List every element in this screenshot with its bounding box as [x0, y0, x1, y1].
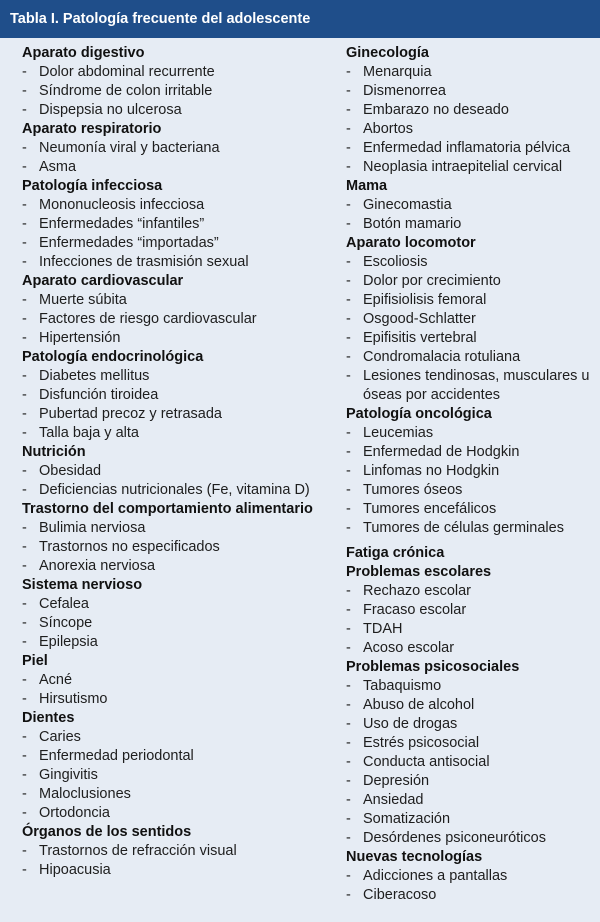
list-item: [22, 253, 328, 272]
bullet-dash: -: [346, 735, 351, 751]
list-item-text: Hipertensión: [39, 330, 121, 346]
list-item-text: Botón mamario: [363, 216, 462, 232]
list-item-text: Lesiones tendinosas, musculares u óseas por accidentes: [363, 368, 590, 403]
list-item-text: Somatización: [363, 811, 451, 827]
list-item: [22, 728, 328, 747]
bullet-dash: -: [346, 368, 351, 384]
list-item-text: Trastornos de refracción visual: [39, 843, 237, 859]
section: [22, 823, 328, 880]
bullet-dash: -: [346, 159, 351, 175]
list-item: [346, 734, 596, 753]
list-item-text: Ciberacoso: [363, 887, 437, 903]
bullet-dash: -: [22, 748, 27, 764]
list-item-text: Gingivitis: [39, 767, 98, 783]
bullet-dash: -: [22, 425, 27, 441]
section-title: Aparato cardiovascular: [22, 273, 184, 289]
section-title: Trastorno del comportamiento alimentario: [22, 501, 313, 517]
list-item: [346, 82, 596, 101]
list-item: [346, 329, 596, 348]
section-title: Patología endocrinológica: [22, 349, 204, 365]
bullet-dash: -: [22, 672, 27, 688]
list-item: [346, 215, 596, 234]
list-item: [22, 861, 328, 880]
section-title: Aparato respiratorio: [22, 121, 162, 137]
list-item: [22, 139, 328, 158]
list-item-text: Dismenorrea: [363, 83, 446, 99]
list-item-text: Enfermedad periodontal: [39, 748, 194, 764]
list-item: [22, 842, 328, 861]
bullet-dash: -: [346, 868, 351, 884]
bullet-dash: -: [22, 596, 27, 612]
bullet-dash: -: [22, 311, 27, 327]
list-item-text: Enfermedad inflamatoria pélvica: [363, 140, 571, 156]
section-title: Problemas psicosociales: [346, 659, 520, 675]
bullet-dash: -: [346, 102, 351, 118]
bullet-dash: -: [346, 830, 351, 846]
list-item-text: Adicciones a pantallas: [363, 868, 508, 884]
list-item-text: Neoplasia intraepitelial cervical: [363, 159, 563, 175]
list-item: [22, 614, 328, 633]
list-item-text: Embarazo no deseado: [363, 102, 509, 118]
list-item-text: Enfermedades “infantiles”: [39, 216, 205, 232]
list-item-text: Rechazo escolar: [363, 583, 471, 599]
bullet-dash: -: [22, 406, 27, 422]
list-item: [346, 63, 596, 82]
bullet-dash: -: [346, 64, 351, 80]
bullet-dash: -: [22, 254, 27, 270]
section: [22, 652, 328, 709]
section: [346, 544, 596, 563]
bullet-dash: -: [22, 463, 27, 479]
list-item-text: Tumores de células germinales: [363, 520, 564, 536]
list-item: [346, 120, 596, 139]
list-item: [22, 329, 328, 348]
list-item: [346, 696, 596, 715]
list-item: [346, 481, 596, 500]
list-item-text: Anorexia nerviosa: [39, 558, 156, 574]
list-item-text: Conducta antisocial: [363, 754, 490, 770]
list-item: [22, 234, 328, 253]
list-item: [22, 386, 328, 405]
bullet-dash: -: [346, 330, 351, 346]
list-item-text: Tabaquismo: [363, 678, 442, 694]
list-item: [346, 582, 596, 601]
list-item-text: Neumonía viral y bacteriana: [39, 140, 220, 156]
list-item: [22, 63, 328, 82]
section: [346, 234, 596, 405]
list-item-text: Fracaso escolar: [363, 602, 467, 618]
list-item: [346, 886, 596, 905]
list-item: [346, 196, 596, 215]
section: [22, 272, 328, 348]
bullet-dash: -: [346, 273, 351, 289]
list-item-text: Ginecomastia: [363, 197, 452, 213]
section-title: Sistema nervioso: [22, 577, 143, 593]
list-item: [22, 101, 328, 120]
list-item: [346, 639, 596, 658]
list-item-text: Dolor abdominal recurrente: [39, 64, 215, 80]
bullet-dash: -: [346, 501, 351, 517]
list-item: [346, 443, 596, 462]
bullet-dash: -: [346, 292, 351, 308]
bullet-dash: -: [22, 102, 27, 118]
bullet-dash: -: [22, 691, 27, 707]
section-title: Patología oncológica: [346, 406, 492, 422]
list-item-text: Talla baja y alta: [39, 425, 139, 441]
list-item: [346, 500, 596, 519]
table-header: [0, 0, 600, 38]
list-item-text: Mononucleosis infecciosa: [39, 197, 205, 213]
section: [346, 848, 596, 905]
bullet-dash: -: [346, 811, 351, 827]
bullet-dash: -: [22, 216, 27, 232]
list-item-text: Epifisitis vertebral: [363, 330, 477, 346]
bullet-dash: -: [346, 140, 351, 156]
list-item: [22, 158, 328, 177]
bullet-dash: -: [346, 349, 351, 365]
bullet-dash: -: [346, 520, 351, 536]
list-item: [22, 215, 328, 234]
bullet-dash: -: [22, 235, 27, 251]
list-item-text: Epilepsia: [39, 634, 98, 650]
bullet-dash: -: [346, 482, 351, 498]
bullet-dash: -: [346, 463, 351, 479]
section-title: Dientes: [22, 710, 75, 726]
bullet-dash: -: [346, 216, 351, 232]
list-item: [22, 462, 328, 481]
list-item-text: Ortodoncia: [39, 805, 110, 821]
list-item-text: Condromalacia rotuliana: [363, 349, 521, 365]
list-item: [22, 804, 328, 823]
section-title: Piel: [22, 653, 48, 669]
section: [22, 348, 328, 443]
list-item: [346, 253, 596, 272]
section-title: Órganos de los sentidos: [22, 824, 192, 840]
list-item: [22, 747, 328, 766]
list-item-text: Escoliosis: [363, 254, 428, 270]
table-title: Patología frecuente del adolescente: [62, 11, 311, 27]
bullet-dash: -: [346, 792, 351, 808]
list-item: [22, 785, 328, 804]
left-column: [22, 44, 328, 880]
section-title: Problemas escolares: [346, 564, 492, 580]
bullet-dash: -: [346, 311, 351, 327]
list-item: [346, 139, 596, 158]
section: [346, 658, 596, 848]
list-item: [22, 82, 328, 101]
list-item: [346, 715, 596, 734]
section: [346, 177, 596, 234]
list-item: [346, 620, 596, 639]
list-item: [346, 791, 596, 810]
section: [22, 443, 328, 500]
bullet-dash: -: [346, 602, 351, 618]
list-item: [22, 690, 328, 709]
list-item: [22, 633, 328, 652]
list-item: [346, 291, 596, 310]
section: [22, 44, 328, 120]
list-item-text: Factores de riesgo cardiovascular: [39, 311, 257, 327]
list-item: [22, 766, 328, 785]
section-title: Patología infecciosa: [22, 178, 163, 194]
section: [346, 563, 596, 658]
bullet-dash: -: [346, 254, 351, 270]
section-title: Nuevas tecnologías: [346, 849, 483, 865]
bullet-dash: -: [346, 425, 351, 441]
list-item-text: Enfermedad de Hodgkin: [363, 444, 520, 460]
list-item-text: Acoso escolar: [363, 640, 455, 656]
list-item: [346, 424, 596, 443]
list-item-text: Desórdenes psiconeuróticos: [363, 830, 546, 846]
list-item-text: TDAH: [363, 621, 403, 637]
bullet-dash: -: [22, 767, 27, 783]
list-item-text: Dispepsia no ulcerosa: [39, 102, 182, 118]
list-item: [346, 462, 596, 481]
list-item: [22, 310, 328, 329]
section: [346, 44, 596, 177]
list-item-text: Muerte súbita: [39, 292, 127, 308]
bullet-dash: -: [346, 83, 351, 99]
section-title: Ginecología: [346, 45, 429, 61]
bullet-dash: -: [22, 140, 27, 156]
list-item: [22, 519, 328, 538]
bullet-dash: -: [346, 678, 351, 694]
list-item: [346, 601, 596, 620]
list-item: [22, 291, 328, 310]
list-item: [22, 424, 328, 443]
list-item-text: Infecciones de trasmisión sexual: [39, 254, 249, 270]
bullet-dash: -: [22, 862, 27, 878]
list-item-text: Enfermedades “importadas”: [39, 235, 219, 251]
list-item-text: Tumores óseos: [363, 482, 463, 498]
list-item-text: Maloclusiones: [39, 786, 131, 802]
bullet-dash: -: [22, 64, 27, 80]
section-title: Nutrición: [22, 444, 86, 460]
list-item-text: Uso de drogas: [363, 716, 458, 732]
list-item-text: Deficiencias nutricionales (Fe, vitamina D): [39, 482, 310, 498]
bullet-dash: -: [22, 197, 27, 213]
section-title: Aparato locomotor: [346, 235, 476, 251]
list-item-text: Abortos: [363, 121, 413, 137]
bullet-dash: -: [22, 615, 27, 631]
list-item: [22, 538, 328, 557]
section: [22, 709, 328, 823]
bullet-dash: -: [22, 292, 27, 308]
bullet-dash: -: [346, 121, 351, 137]
list-item-text: Obesidad: [39, 463, 102, 479]
bullet-dash: -: [346, 197, 351, 213]
section: [22, 120, 328, 177]
section: [22, 576, 328, 652]
table-label: Tabla I.: [10, 11, 59, 27]
list-item-text: Cefalea: [39, 596, 89, 612]
list-item-text: Acné: [39, 672, 73, 688]
bullet-dash: -: [346, 773, 351, 789]
bullet-dash: -: [346, 754, 351, 770]
list-item: [346, 772, 596, 791]
list-item: [346, 519, 596, 538]
list-item-text: Síndrome de colon irritable: [39, 83, 213, 99]
bullet-dash: -: [22, 786, 27, 802]
right-column: [346, 44, 596, 905]
bullet-dash: -: [22, 330, 27, 346]
bullet-dash: -: [22, 634, 27, 650]
list-item: [346, 867, 596, 886]
list-item: [346, 158, 596, 177]
list-item-text: Ansiedad: [363, 792, 424, 808]
list-item: [346, 810, 596, 829]
list-item: [22, 595, 328, 614]
bullet-dash: -: [346, 640, 351, 656]
list-item: [346, 829, 596, 848]
list-item: [22, 196, 328, 215]
section: [22, 177, 328, 272]
list-item-text: Dolor por crecimiento: [363, 273, 501, 289]
list-item: [346, 348, 596, 367]
bullet-dash: -: [22, 729, 27, 745]
list-item-text: Hirsutismo: [39, 691, 108, 707]
list-item-text: Bulimia nerviosa: [39, 520, 146, 536]
list-item-text: Diabetes mellitus: [39, 368, 150, 384]
bullet-dash: -: [22, 843, 27, 859]
list-item-text: Síncope: [39, 615, 93, 631]
list-item: [346, 753, 596, 772]
list-item: [346, 272, 596, 291]
list-item-text: Leucemias: [363, 425, 434, 441]
section-title: Fatiga crónica: [346, 545, 445, 561]
list-item-text: Tumores encefálicos: [363, 501, 497, 517]
section-title: Mama: [346, 178, 388, 194]
bullet-dash: -: [346, 716, 351, 732]
list-item: [346, 367, 596, 405]
list-item-text: Estrés psicosocial: [363, 735, 480, 751]
bullet-dash: -: [22, 368, 27, 384]
bullet-dash: -: [22, 520, 27, 536]
list-item-text: Abuso de alcohol: [363, 697, 475, 713]
bullet-dash: -: [346, 621, 351, 637]
bullet-dash: -: [22, 805, 27, 821]
list-item-text: Pubertad precoz y retrasada: [39, 406, 222, 422]
bullet-dash: -: [346, 444, 351, 460]
list-item: [346, 677, 596, 696]
bullet-dash: -: [22, 482, 27, 498]
list-item: [22, 481, 328, 500]
list-item-text: Hipoacusia: [39, 862, 111, 878]
list-item-text: Disfunción tiroidea: [39, 387, 159, 403]
list-item-text: Asma: [39, 159, 77, 175]
list-item: [22, 367, 328, 386]
list-item: [22, 557, 328, 576]
bullet-dash: -: [22, 387, 27, 403]
section: [346, 405, 596, 538]
list-item-text: Caries: [39, 729, 81, 745]
list-item: [346, 310, 596, 329]
list-item-text: Epifisiolisis femoral: [363, 292, 487, 308]
list-item-text: Menarquia: [363, 64, 432, 80]
bullet-dash: -: [346, 697, 351, 713]
list-item: [346, 101, 596, 120]
bullet-dash: -: [346, 583, 351, 599]
list-item-text: Osgood-Schlatter: [363, 311, 476, 327]
section: [22, 500, 328, 576]
list-item-text: Linfomas no Hodgkin: [363, 463, 500, 479]
list-item: [22, 405, 328, 424]
bullet-dash: -: [22, 539, 27, 555]
section-title: Aparato digestivo: [22, 45, 145, 61]
list-item: [22, 671, 328, 690]
list-item-text: Depresión: [363, 773, 430, 789]
bullet-dash: -: [22, 558, 27, 574]
bullet-dash: -: [22, 83, 27, 99]
list-item-text: Trastornos no especificados: [39, 539, 220, 555]
bullet-dash: -: [22, 159, 27, 175]
bullet-dash: -: [346, 887, 351, 903]
